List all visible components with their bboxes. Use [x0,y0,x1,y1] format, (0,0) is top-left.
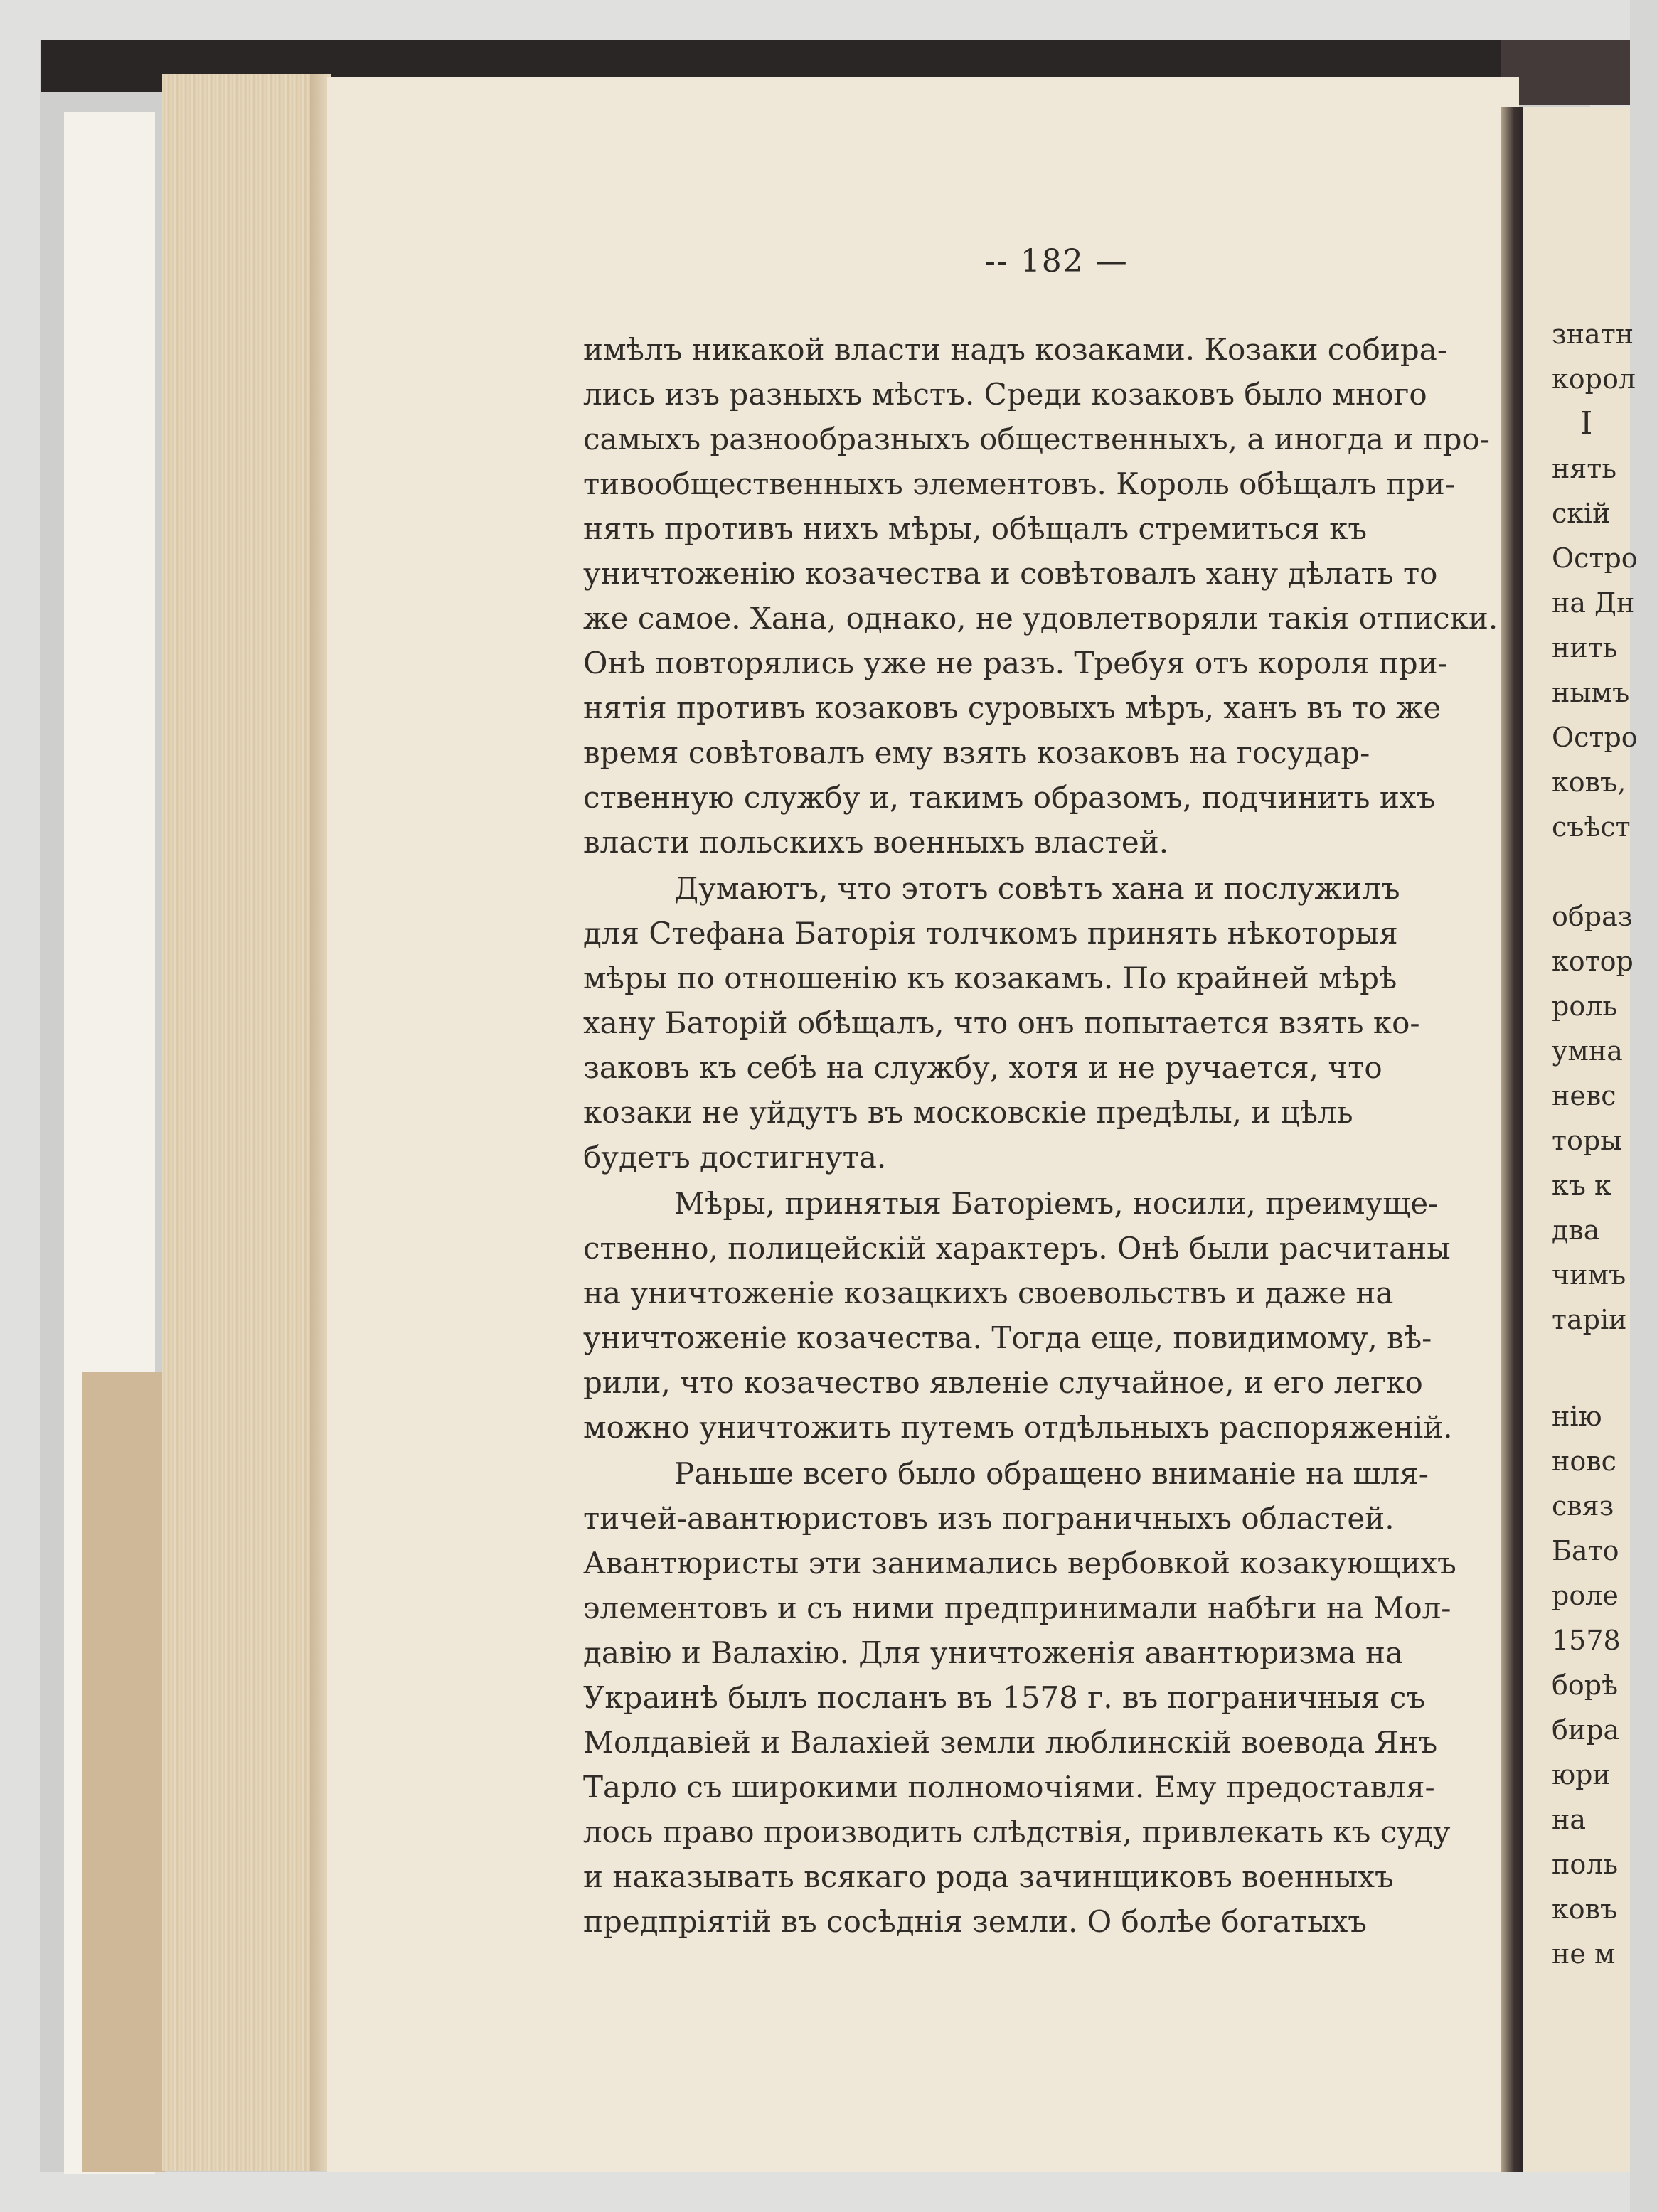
text-line: ственную службу и, такимъ образомъ, подчинить ихъ [583,780,1436,815]
text-line: будетъ достигнута. [583,1140,887,1175]
next-page-line: Бато [1552,1535,1619,1566]
page-number: -- 182 — [985,243,1129,279]
next-page-line: таріи [1552,1304,1627,1335]
text-line: Тарло съ широкими полномочіями. Ему предоставля- [583,1770,1435,1805]
next-page-line: на Дн [1552,587,1635,619]
text-line: ственно, полицейскій характеръ. Онѣ были расчитаны [583,1231,1451,1266]
next-page-line: поль [1552,1849,1619,1880]
text-line: заковъ къ себѣ на службу, хотя и не ручается, что [583,1050,1382,1085]
text-line: время совѣтовалъ ему взять козаковъ на государ- [583,735,1370,770]
text-line: уничтоженію козачества и совѣтовалъ хану дѣлать то [583,556,1438,591]
text-line: элементовъ и съ ними предпринимали набѣги на Мол- [583,1591,1451,1625]
text-line: можно уничтожить путемъ отдѣльныхъ распоряженій. [583,1410,1453,1445]
next-page-line: I [1580,405,1593,442]
next-page-line: борѣ [1552,1669,1618,1701]
next-page-line: роле [1552,1580,1619,1611]
text-line: Молдавіей и Валахіей земли люблинскій воевода Янъ [583,1725,1438,1760]
next-page-line: Остро [1552,543,1638,574]
next-page-line: скій [1552,498,1611,529]
next-page-line [1552,1343,1629,1386]
next-page-line: нять [1552,453,1617,484]
margin-bleedthrough [475,1338,568,1416]
scan-border-left [0,0,40,2212]
text-line: Онѣ повторялись уже не разъ. Требуя отъ короля при- [583,646,1448,680]
scan-border-top [0,0,1630,40]
text-line: и наказывать всякаго рода зачинщиковъ военныхъ [583,1859,1394,1894]
next-page-line: на [1552,1804,1586,1835]
next-page-line: нить [1552,632,1618,663]
text-line: предпріятій въ сосѣднія земли. О болѣе богатыхъ [583,1904,1367,1939]
text-line: власти польскихъ военныхъ властей. [583,825,1169,860]
next-page-line: новс [1552,1446,1616,1477]
next-page-line: образ [1552,901,1633,932]
next-page-line: ковъ, [1552,766,1626,798]
text-line: Думаютъ, что этотъ совѣтъ хана и послужилъ [674,871,1400,906]
text-line: Авантюристы эти занимались вербовкой козакующихъ [583,1546,1456,1581]
next-page-line: къ к [1552,1170,1611,1201]
scan-border-bottom [0,2172,1630,2212]
next-page-line: роль [1552,990,1618,1022]
next-page-line: ковъ [1552,1893,1618,1925]
next-page-line: чимъ [1552,1259,1626,1291]
text-line: хану Баторій обѣщалъ, что онъ попытается взять ко- [583,1005,1420,1040]
text-line: самыхъ разнообразныхъ общественныхъ, а иногда и про- [583,422,1490,456]
text-line: давію и Валахію. Для уничтоженія авантюризма на [583,1635,1404,1670]
text-line: имѣлъ никакой власти надъ козаками. Козаки собира- [583,332,1448,367]
text-line: уничтоженіе козачества. Тогда еще, повидимому, вѣ- [583,1320,1432,1355]
next-page-line [1552,850,1629,893]
book-page-edges [162,74,327,2171]
next-page-line: 1578 [1552,1625,1621,1656]
backing-block [82,1372,165,2172]
text-line: тивообщественныхъ элементовъ. Король обѣщалъ при- [583,466,1455,501]
text-line: для Стефана Баторія толчкомъ принять нѣкоторыя [583,916,1398,951]
text-line: мѣры по отношенію къ козакамъ. По крайней мѣрѣ [583,961,1397,995]
next-page-line: невс [1552,1080,1616,1111]
next-page-line: два [1552,1214,1600,1246]
text-line: Раньше всего было обращено вниманіе на шля- [674,1456,1429,1491]
text-line: Мѣры, принятыя Баторіемъ, носили, преимуще- [674,1186,1439,1221]
text-line: лось право производить слѣдствія, привлекать къ суду [583,1815,1451,1849]
next-page-line: торы [1552,1125,1622,1156]
next-page-line: связ [1552,1490,1614,1522]
next-page-line: бира [1552,1714,1620,1746]
next-page-line: не м [1552,1938,1616,1970]
text-line: тичей-авантюристовъ изъ пограничныхъ областей. [583,1501,1395,1536]
next-page-line: нымъ [1552,677,1630,708]
text-line: лись изъ разныхъ мѣстъ. Среди козаковъ было много [583,377,1427,412]
text-line: Украинѣ былъ посланъ въ 1578 г. въ пограничныя съ [583,1680,1426,1715]
next-page-line: нію [1552,1401,1602,1432]
text-line: нять противъ нихъ мѣры, обѣщалъ стремиться къ [583,511,1368,546]
text-line: нятія противъ козаковъ суровыхъ мѣръ, ханъ въ то же [583,690,1442,725]
next-page-line: умна [1552,1035,1623,1067]
book-cover-top-right [1501,40,1630,105]
next-page-line: знатн [1552,319,1634,350]
next-page-line: юри [1552,1759,1611,1790]
next-page-line: Остро [1552,722,1638,753]
text-line: же самое. Хана, однако, не удовлетворяли такія отписки. [583,601,1498,636]
text-line: рили, что козачество явленіе случайное, и его легко [583,1365,1423,1400]
text-line: на уничтоженіе козацкихъ своевольствъ и даже на [583,1276,1394,1310]
text-line: козаки не уйдутъ въ московскіе предѣлы, и цѣль [583,1095,1353,1130]
next-page-line: съѣст [1552,811,1631,843]
next-page-line: корол [1552,363,1636,395]
next-page-line: котор [1552,946,1634,977]
